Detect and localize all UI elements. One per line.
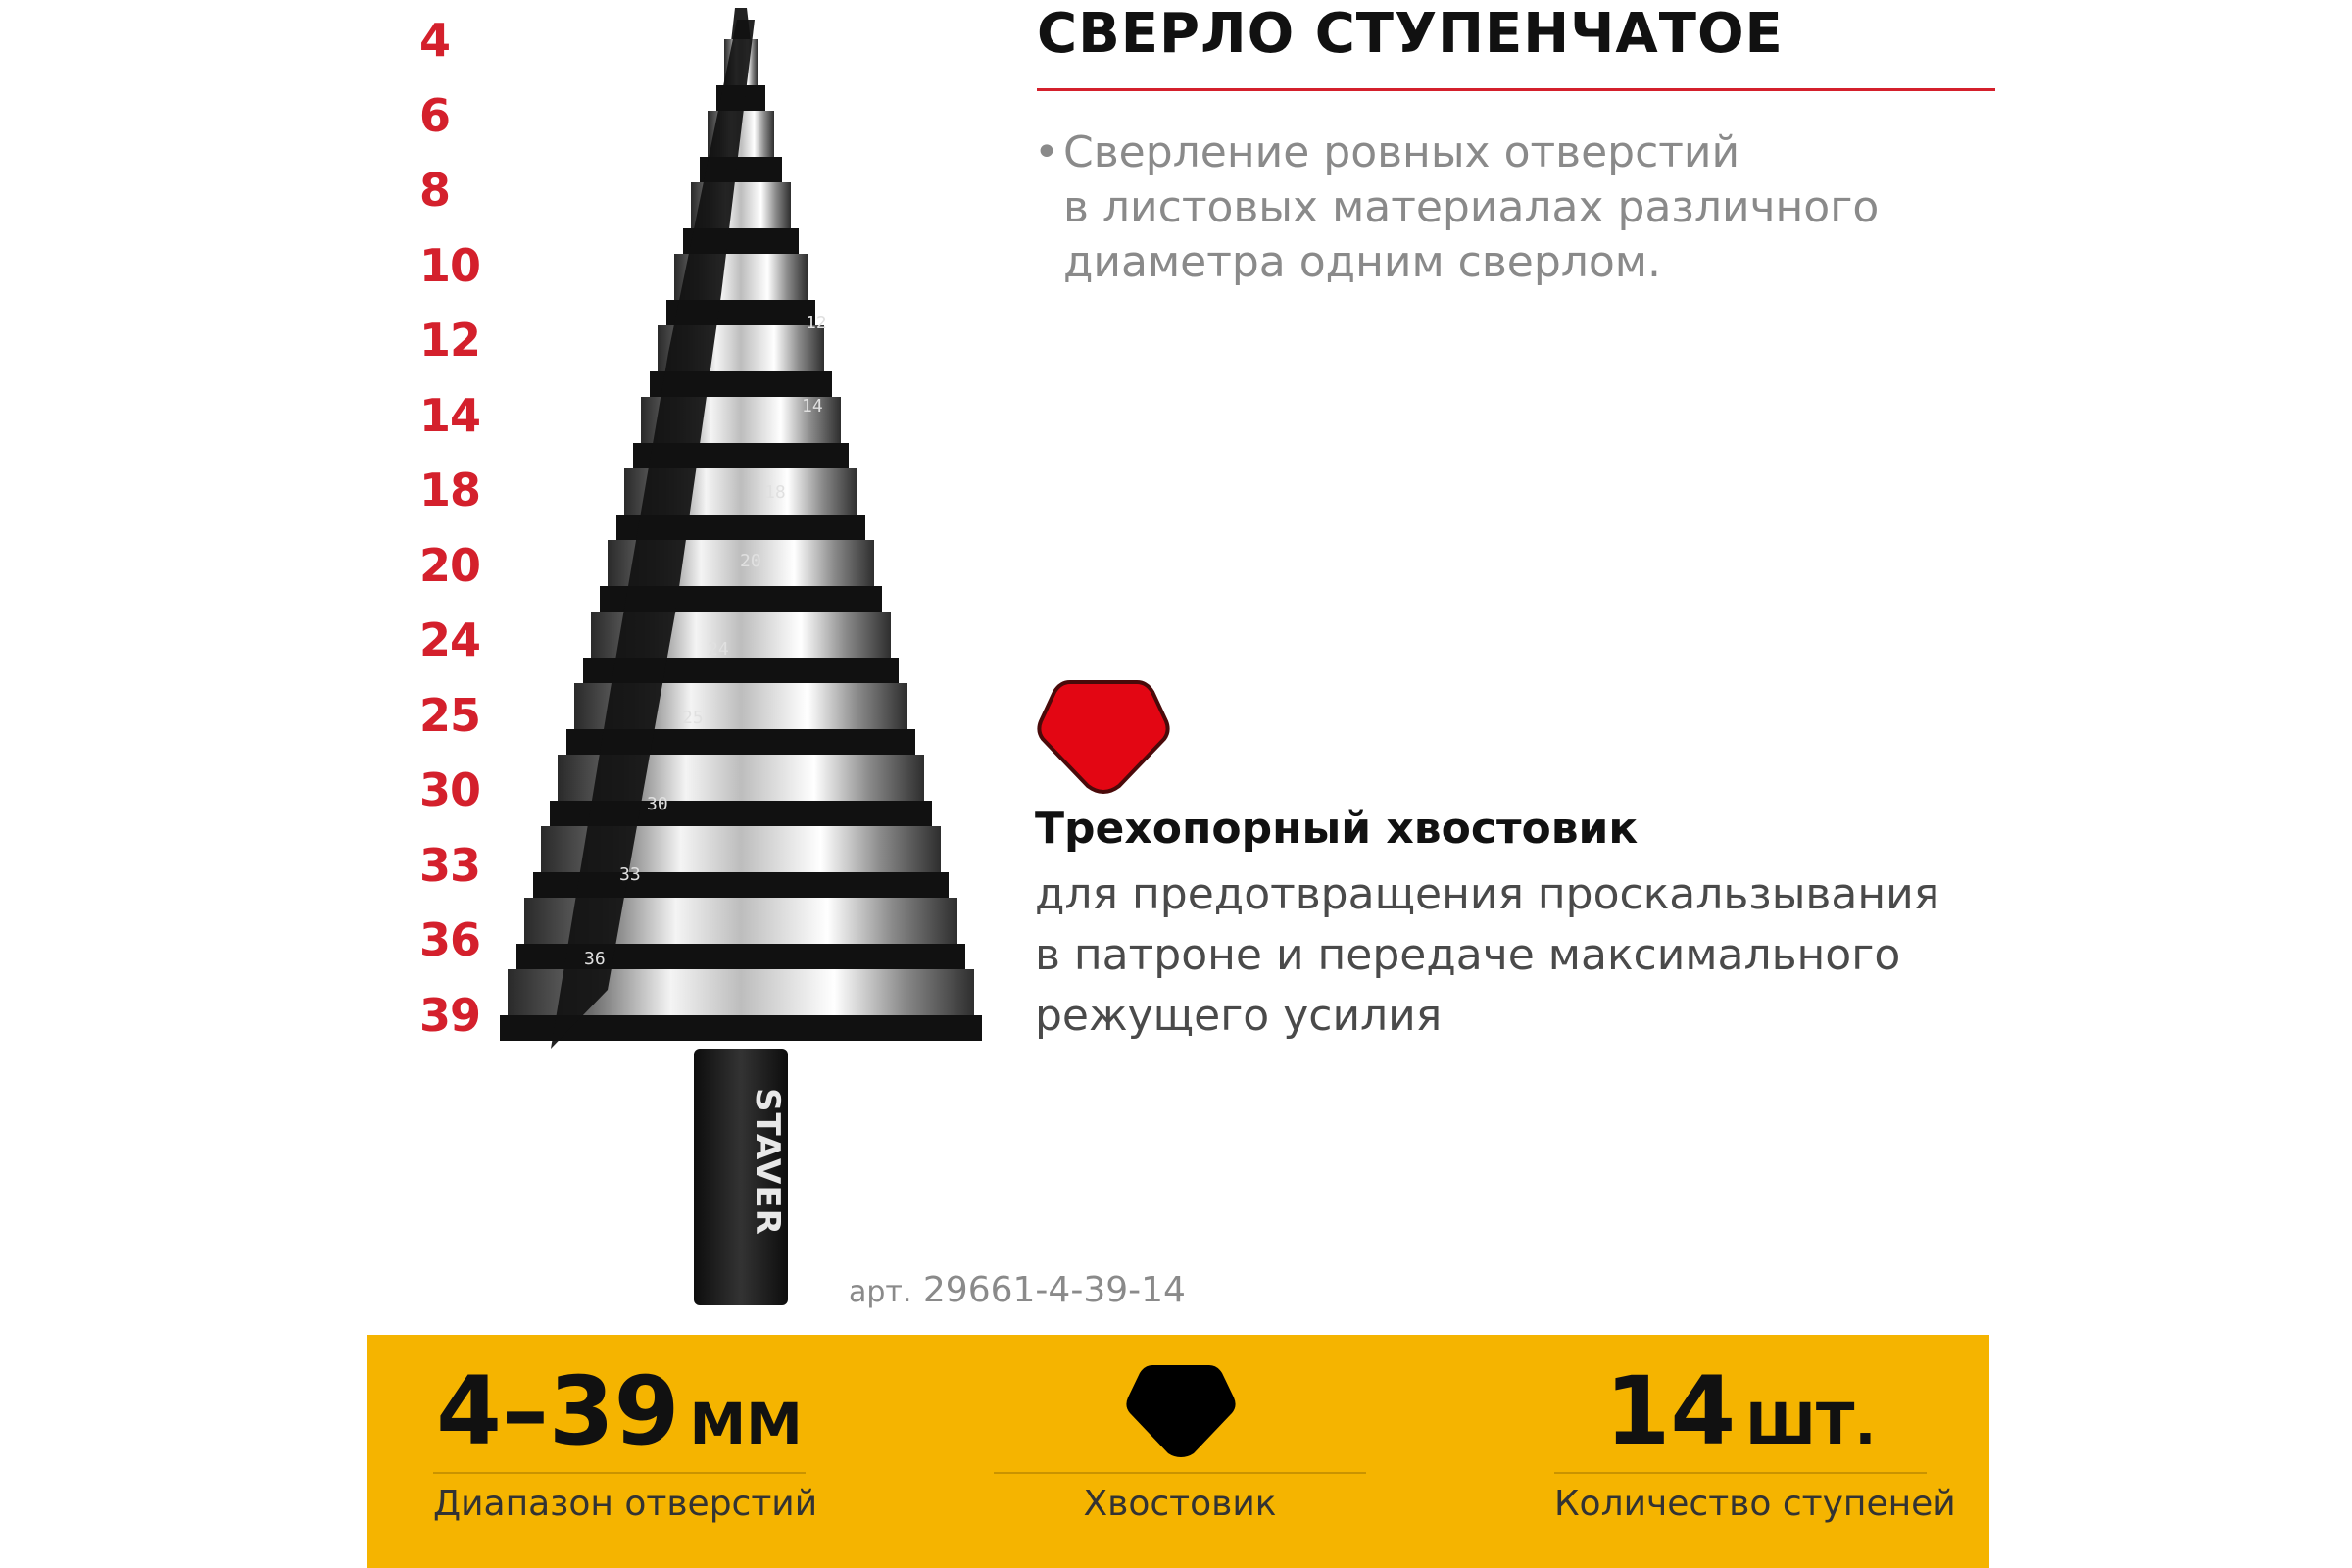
drill-step-label: 25 xyxy=(682,708,704,728)
spec-caption: Количество ступеней xyxy=(1554,1484,1956,1524)
feature-heading: Трехопорный хвостовик xyxy=(1035,804,1639,854)
size-label: 10 xyxy=(419,238,481,292)
drill-step-label: 20 xyxy=(740,551,761,571)
article-value: 29661-4-39-14 xyxy=(922,1270,1186,1310)
spec-unit: ШТ. xyxy=(1745,1391,1877,1457)
description-line: Сверление ровных отверстий xyxy=(1063,127,1740,177)
spec-shank xyxy=(994,1335,1366,1568)
description xyxy=(1034,125,1994,290)
description-line: в листовых материалах различного xyxy=(1063,182,1880,232)
size-label: 20 xyxy=(419,538,481,592)
spec-divider xyxy=(994,1472,1366,1474)
spec-unit: ММ xyxy=(689,1391,803,1457)
feature-line: в патроне и передаче максимального xyxy=(1035,930,1901,980)
size-label: 30 xyxy=(419,763,481,816)
size-label: 36 xyxy=(419,913,481,966)
spec-step-count xyxy=(1554,1335,1956,1568)
size-label: 39 xyxy=(419,988,481,1042)
article-number xyxy=(849,1270,1186,1310)
spec-strip xyxy=(367,1335,1989,1568)
step-drill-illustration xyxy=(490,0,1019,1313)
article-label: арт. xyxy=(849,1275,912,1309)
drill-step-label: 36 xyxy=(584,949,606,969)
spec-divider xyxy=(433,1472,806,1474)
drill-step-label: 12 xyxy=(806,313,827,333)
rounded-triangle-icon xyxy=(1035,674,1172,794)
size-label: 12 xyxy=(419,314,481,367)
drill-step-label: 24 xyxy=(708,639,729,660)
spec-diameter-range xyxy=(433,1335,818,1568)
drill-step-label: 18 xyxy=(764,482,786,503)
size-label: 18 xyxy=(419,464,481,516)
rounded-triangle-icon xyxy=(1123,1360,1239,1458)
description-line: диаметра одним сверлом. xyxy=(1063,237,1661,287)
drill-brand-label: STAVER xyxy=(748,1088,787,1236)
page-title: СВЕРЛО СТУПЕНЧАТОЕ xyxy=(1037,2,1784,66)
size-label: 6 xyxy=(419,88,451,142)
spec-value: 14 xyxy=(1604,1356,1737,1466)
spec-divider xyxy=(1554,1472,1927,1474)
spec-caption: Диапазон отверстий xyxy=(433,1484,818,1524)
size-label: 25 xyxy=(419,688,481,742)
size-label: 8 xyxy=(419,164,451,217)
feature-line: режущего усилия xyxy=(1035,991,1443,1041)
size-label: 4 xyxy=(419,14,451,67)
drill-step-label: 30 xyxy=(647,794,668,814)
drill-step-label: 33 xyxy=(619,864,641,885)
size-label: 33 xyxy=(419,838,481,892)
drill-step-label: 14 xyxy=(802,396,823,416)
feature-line: для предотвращения проскальзывания xyxy=(1035,869,1940,919)
bullet-dot: • xyxy=(1034,127,1059,177)
title-divider xyxy=(1037,88,1995,91)
size-label: 24 xyxy=(419,613,481,666)
size-label: 14 xyxy=(419,388,481,442)
spec-caption: Хвостовик xyxy=(1083,1484,1277,1524)
feature-description xyxy=(1035,864,1939,1047)
drill-steps xyxy=(500,8,982,1041)
spec-value: 4–39 xyxy=(436,1356,680,1466)
